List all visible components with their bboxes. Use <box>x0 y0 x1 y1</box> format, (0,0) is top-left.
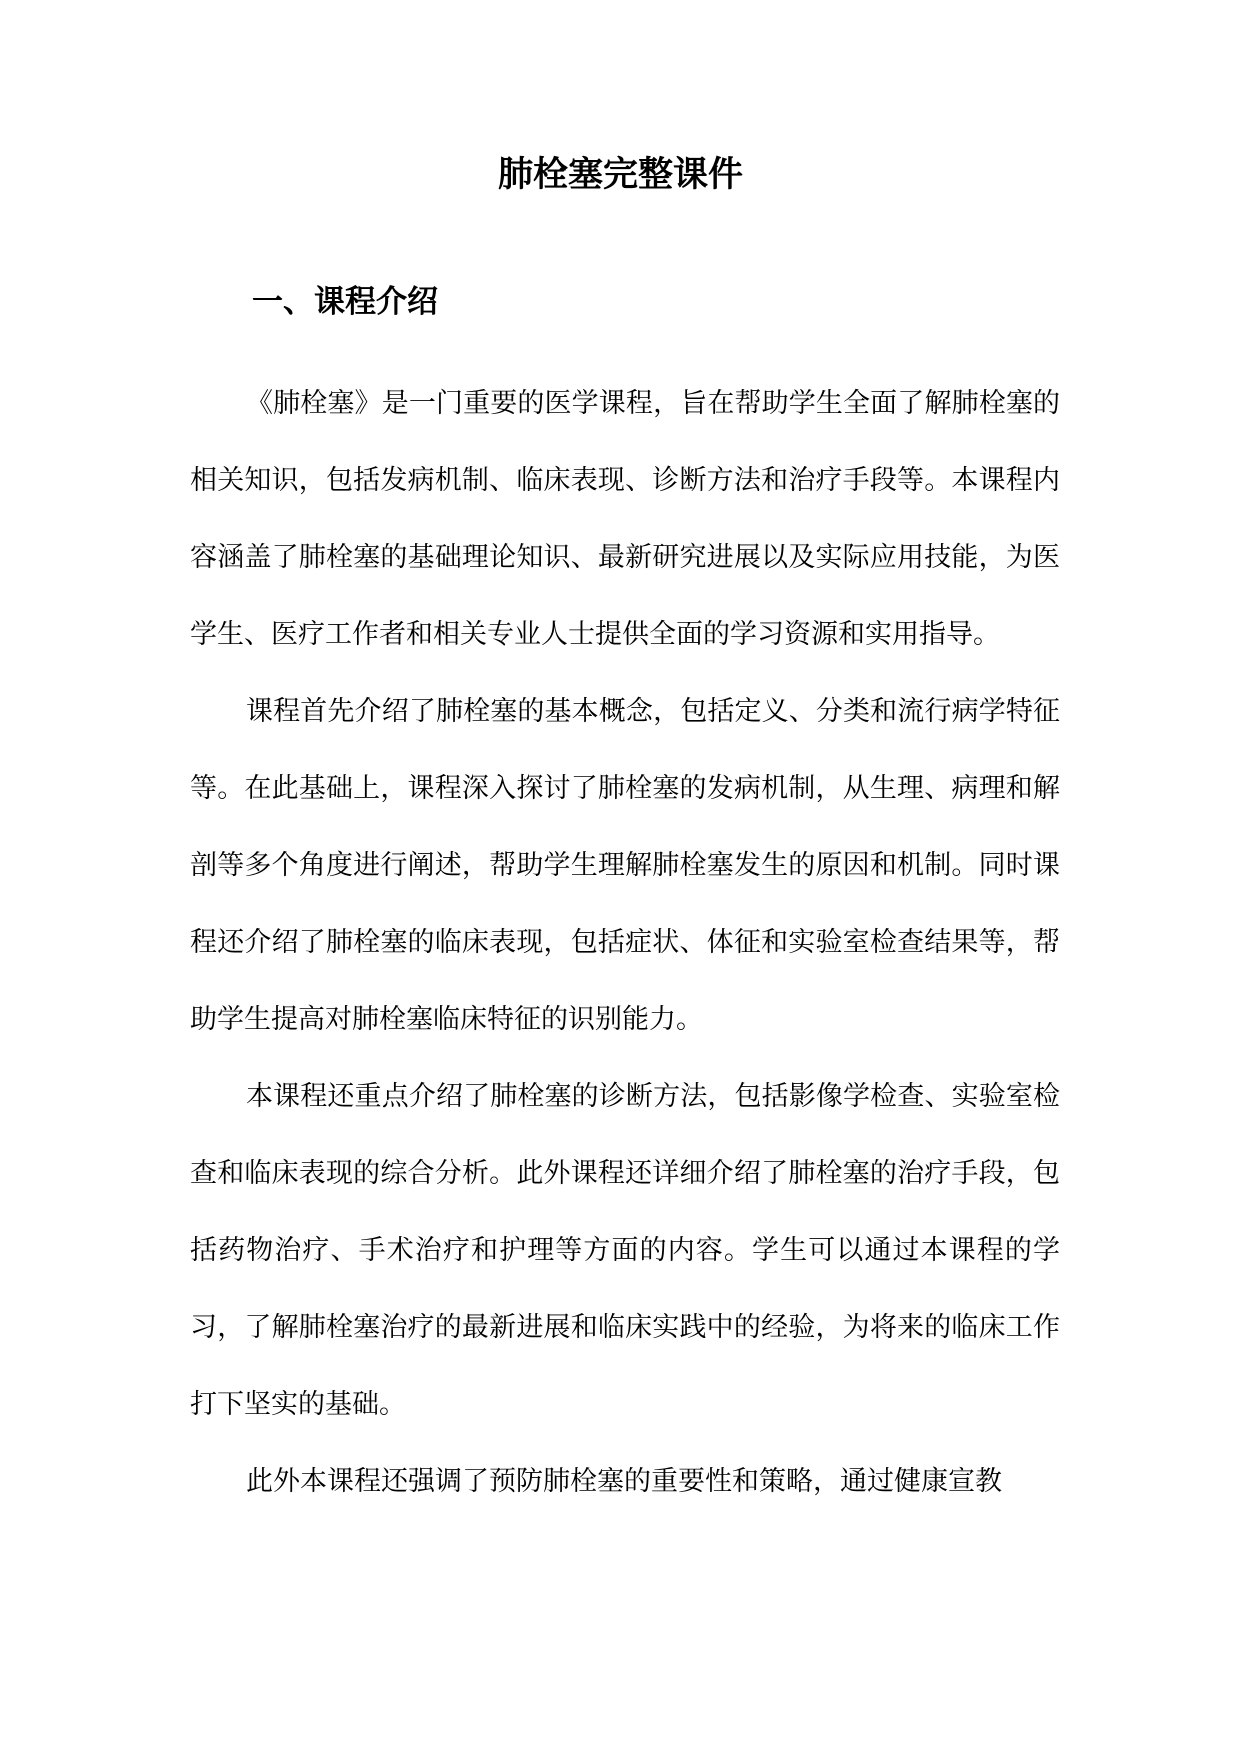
body-text <box>190 365 1060 1520</box>
section-heading: 一、课程介绍 <box>252 284 438 320</box>
paragraph: 本课程还重点介绍了肺栓塞的诊断方法，包括影像学检查、实验室检查和临床表现的综合分析。此外课程还详细介绍了肺栓塞的治疗手段，包括药物治疗、手术治疗和护理等方面的内容。学生可以通过本课程的学习，了解肺栓塞治疗的最新进展和临床实践中的经验，为将来的临床工作打下坚实的基础。 <box>190 1081 1060 1420</box>
paragraph: 课程首先介绍了肺栓塞的基本概念，包括定义、分类和流行病学特征等。在此基础上，课程深入探讨了肺栓塞的发病机制，从生理、病理和解剖等多个角度进行阐述，帮助学生理解肺栓塞发生的原因和机制。同时课程还介绍了肺栓塞的临床表现，包括症状、体征和实验室检查结果等，帮助学生提高对肺栓塞临床特征的识别能力。 <box>190 696 1060 1035</box>
paragraph: 《肺栓塞》是一门重要的医学课程，旨在帮助学生全面了解肺栓塞的相关知识，包括发病机制、临床表现、诊断方法和治疗手段等。本课程内容涵盖了肺栓塞的基础理论知识、最新研究进展以及实际应用技能，为医学生、医疗工作者和相关专业人士提供全面的学习资源和实用指导。 <box>190 388 1060 650</box>
paragraph: 此外本课程还强调了预防肺栓塞的重要性和策略，通过健康宣教 <box>246 1466 1002 1497</box>
document-title: 肺栓塞完整课件 <box>497 155 743 195</box>
